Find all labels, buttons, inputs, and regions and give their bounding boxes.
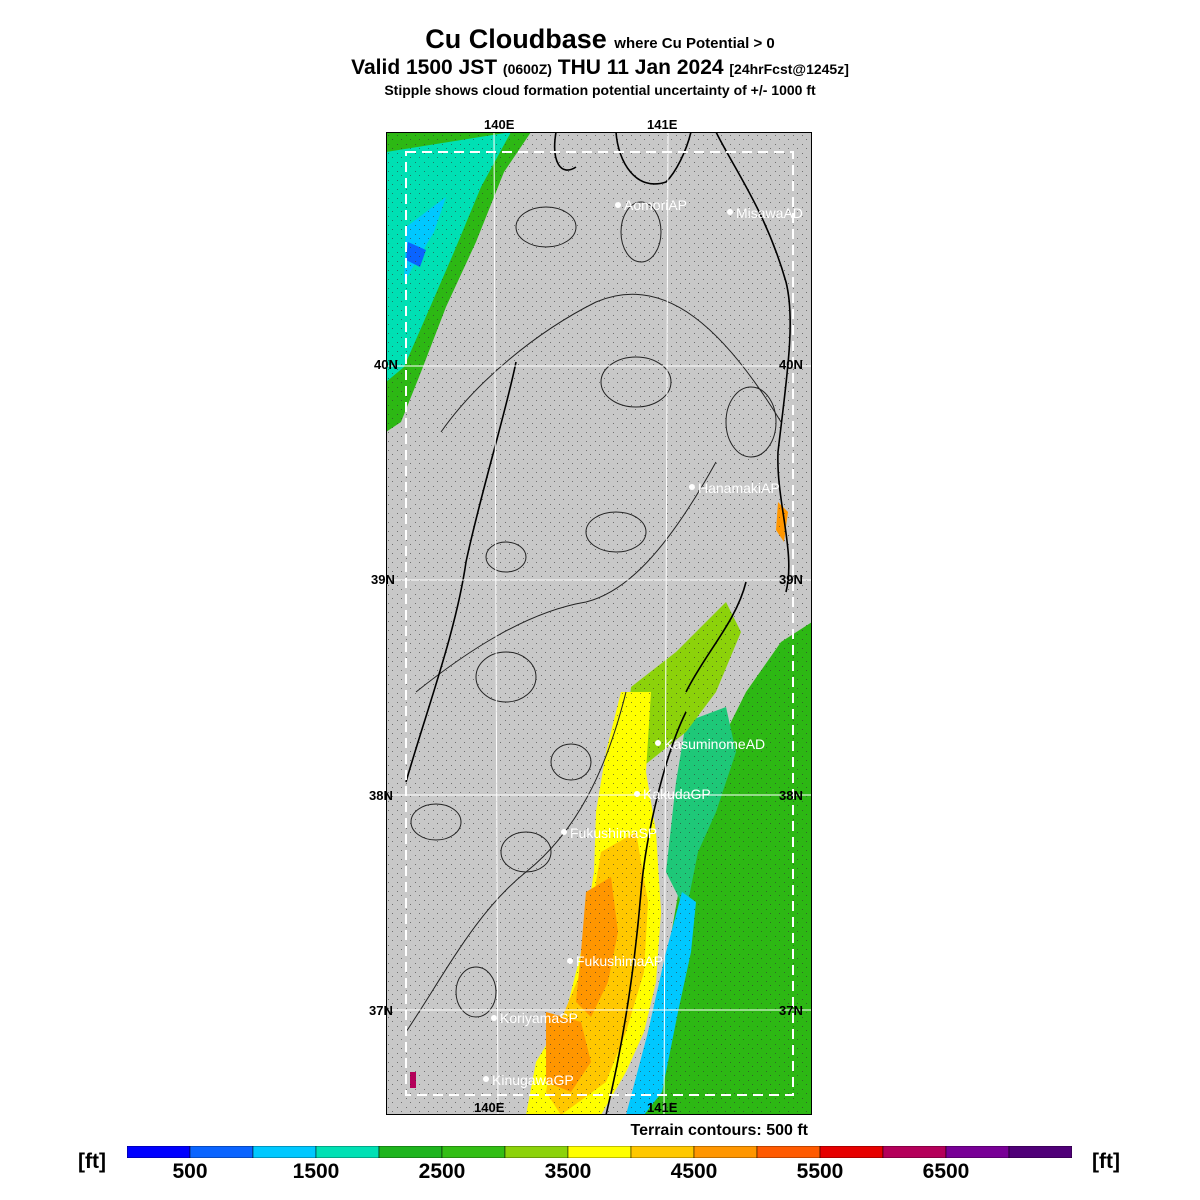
colorbar-swatch [379, 1146, 442, 1158]
lon-tick-top: 140E [484, 117, 515, 132]
lon-tick-top: 141E [647, 117, 678, 132]
station-label: FukushimaSP [570, 825, 658, 841]
colorbar-swatch [694, 1146, 757, 1158]
lat-tick-right: 40N [779, 357, 803, 372]
colorbar-swatch [1009, 1146, 1072, 1158]
colorbar-swatch [946, 1146, 1009, 1158]
station-dot [567, 958, 573, 964]
lon-tick-bottom: 140E [474, 1100, 505, 1115]
valid-date: THU 11 Jan 2024 [557, 56, 724, 79]
colorbar-swatch [820, 1146, 883, 1158]
lat-tick-left: 38N [369, 788, 393, 803]
colorbar-label: 3500 [544, 1160, 592, 1183]
valid-time [0, 56, 1200, 80]
chart-title [0, 24, 1200, 55]
colorbar-unit-left: [ft] [78, 1150, 106, 1173]
title-main: Cu Cloudbase [425, 24, 607, 54]
lat-tick-right: 38N [779, 788, 803, 803]
lat-tick-right: 37N [779, 1003, 803, 1018]
station-label: KakudaGP [643, 786, 711, 802]
lat-tick-right: 39N [779, 572, 803, 587]
station-dot [655, 740, 661, 746]
colorbar-swatch [127, 1146, 190, 1158]
lat-tick-left: 40N [374, 357, 398, 372]
station-label: KoriyamaSP [500, 1010, 578, 1026]
station-label: AomoriAP [624, 197, 688, 213]
station-label: FukushimaAP [576, 953, 664, 969]
map [386, 132, 812, 1115]
colorbar-swatch [316, 1146, 379, 1158]
station-dot [483, 1076, 489, 1082]
colorbar-label: 6500 [922, 1160, 970, 1183]
colorbar-label: 1500 [292, 1160, 340, 1183]
valid-prefix: Valid 1500 JST [351, 56, 498, 79]
colorbar-swatch [883, 1146, 946, 1158]
colorbar-label: 2500 [418, 1160, 466, 1183]
station-dot [491, 1015, 497, 1021]
title-sub: where Cu Potential > 0 [614, 35, 775, 52]
station-label: MisawaAD [736, 205, 803, 221]
colorbar-label: 500 [172, 1160, 208, 1183]
colorbar-unit-right: [ft] [1092, 1150, 1120, 1173]
colorbar-swatch [253, 1146, 316, 1158]
colorbar-swatch [631, 1146, 694, 1158]
station-dot [727, 209, 733, 215]
colorbar-swatch [757, 1146, 820, 1158]
colorbar-swatch [190, 1146, 253, 1158]
station-dot [689, 484, 695, 490]
colorbar-swatch [442, 1146, 505, 1158]
station-label: KinugawaGP [492, 1072, 574, 1088]
terrain-contour-note: Terrain contours: 500 ft [630, 1122, 808, 1139]
colorbar-swatch [568, 1146, 631, 1158]
stipple-note: Stipple shows cloud formation potential uncertainty of +/- 1000 ft [384, 82, 816, 98]
colorbar-swatch [505, 1146, 568, 1158]
station-dot [634, 791, 640, 797]
station-label: KasuminomeAD [664, 736, 766, 752]
colorbar [127, 1146, 1072, 1158]
valid-utc: (0600Z) [502, 61, 552, 77]
lat-tick-left: 37N [369, 1003, 393, 1018]
station-label: HanamakiAP [698, 480, 780, 496]
lat-tick-left: 39N [371, 572, 395, 587]
lon-tick-bottom: 141E [647, 1100, 678, 1115]
colorbar-label: 4500 [670, 1160, 718, 1183]
forecast-info: [24hrFcst@1245z] [729, 61, 849, 77]
station-dot [561, 829, 567, 835]
colorbar-label: 5500 [796, 1160, 844, 1183]
station-dot [615, 202, 621, 208]
